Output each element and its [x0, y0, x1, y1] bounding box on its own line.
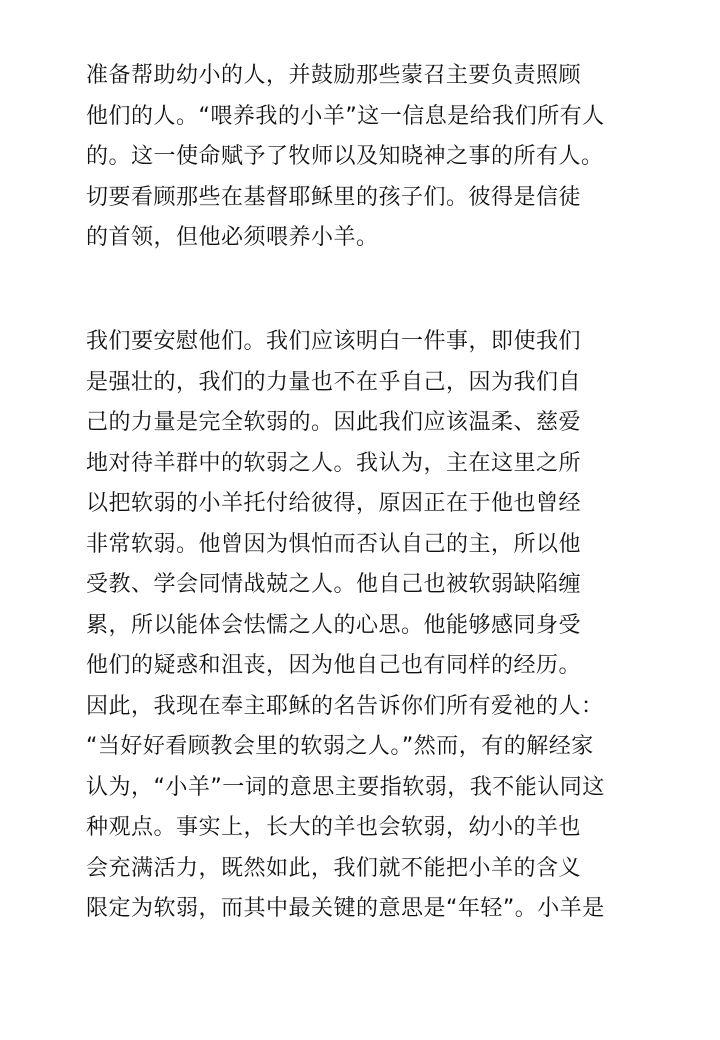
paragraph-1	[86, 56, 605, 259]
text-line: 地对待羊群中的软弱之人。我认为，主在这里之所	[86, 450, 582, 476]
text-line: 准备帮助幼小的人，并鼓励那些蒙召主要负责照顾	[86, 63, 582, 88]
text-line: 的。这一使命赋予了牧师以及知晓神之事的所有人。	[86, 144, 604, 169]
text-line: 因此，我现在奉主耶稣的名告诉你们所有爱祂的人：	[86, 693, 604, 719]
text-line: 累，所以能体会怯懦之人的心思。他能够感同身受	[86, 612, 582, 638]
text-line: 己的力量是完全软弱的。因此我们应该温柔、慈爱	[86, 410, 582, 435]
text-line: 受教、学会同情战兢之人。他自己也被软弱缺陷缠	[86, 572, 582, 597]
text-line: 非常软弱。他曾因为惧怕而否认自己的主，所以他	[86, 531, 582, 557]
paragraph-2	[86, 322, 605, 930]
text-line: “当好好看顾教会里的软弱之人。”然而，有的解经家	[86, 734, 594, 759]
text-line: 他们的疑惑和沮丧，因为他自己也有同样的经历。	[86, 653, 582, 678]
text-line: 种观点。事实上，长大的羊也会软弱，幼小的羊也	[86, 815, 582, 840]
text-line: 他们的人。“喂养我的小羊”这一信息是给我们所有人	[86, 103, 605, 129]
text-line: 是强壮的，我们的力量也不在乎自己，因为我们自	[86, 369, 582, 395]
text-line: 我们要安慰他们。我们应该明白一件事，即使我们	[86, 329, 582, 354]
text-line: 以把软弱的小羊托付给彼得，原因正在于他也曾经	[86, 491, 582, 516]
text-line: 认为，“小羊”一词的意思主要指软弱，我不能认同这	[86, 774, 605, 800]
text-line: 会充满活力，既然如此，我们就不能把小羊的含义	[86, 855, 582, 881]
text-line: 的首领，但他必须喂养小羊。	[86, 225, 379, 250]
text-line: 切要看顾那些在基督耶稣里的孩子们。彼得是信徒	[86, 184, 582, 210]
text-line: 限定为软弱，而其中最关键的意思是“年轻”。小羊是	[86, 896, 605, 921]
